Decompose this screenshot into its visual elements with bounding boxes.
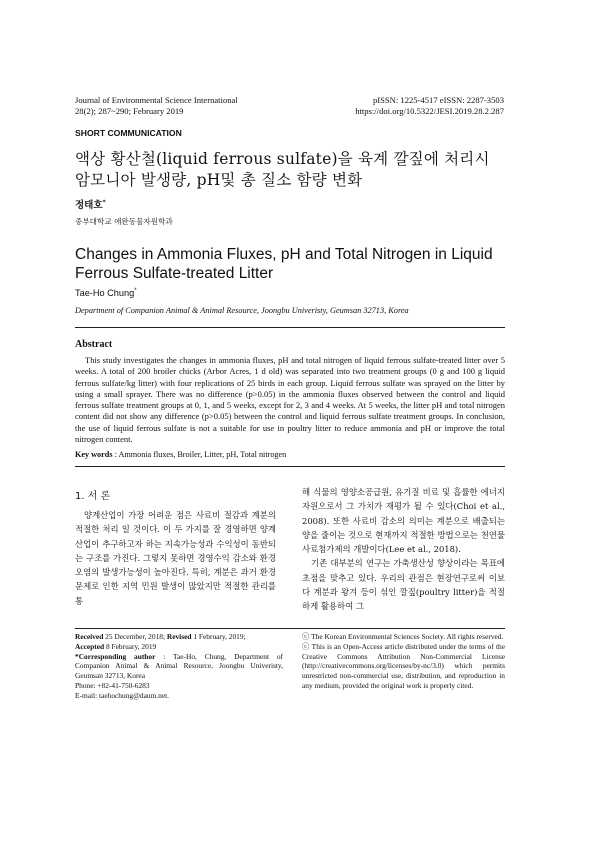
section-heading: 1. 서 론 <box>75 491 111 502</box>
footnote-right <box>302 632 505 691</box>
intro-paragraph-2: 기존 대부분의 연구는 가축생산성 향상이라는 목표에 초점을 맞추고 있다. 우리의 관점은 현장연구로써 이보다 계분과 왕겨 등이 섞인 깔짚(poultry litter)을 적절하게 활용하여 그 <box>302 558 505 612</box>
korean-author <box>75 197 106 211</box>
english-title <box>75 245 515 283</box>
copyright-notice: ⓒ The Korean Environmental Sciences Society. All rights reserved. <box>302 632 504 641</box>
journal-issue: 28(2); 287~290; February 2019 <box>75 106 184 116</box>
footnote-left <box>75 632 283 701</box>
korean-title-line2: 암모니아 발생량, pH및 총 질소 함량 변화 <box>75 171 363 189</box>
author-mark: * <box>102 198 106 206</box>
english-author-name: Tae-Ho Chung <box>75 288 135 299</box>
doi-link[interactable]: https://doi.org/10.5322/JESI.2019.28.2.287 <box>355 106 504 116</box>
divider <box>75 327 505 328</box>
journal-name: Journal of Environmental Science International <box>75 95 238 105</box>
license-notice: ⓒ This is an Open-Access article distributed under the terms of the Creative Commons Attribution Non-Commercial License (http://creativecommons.org/licenses/by-nc/3.0) which permits unrestricted non-commercial use, distribution, and reproduction in any medium, provided the original work is properly cited. <box>302 641 505 690</box>
english-affiliation: Department of Companion Animal & Animal Resource, Joongbu Univeristy, Geumsan 32713, Korea <box>75 306 409 315</box>
keywords-label: Key words <box>75 450 113 459</box>
korean-title-line1: 액상 황산철(liquid ferrous sulfate)을 육계 깔짚에 처리시 <box>75 150 490 168</box>
abstract-body <box>75 355 505 445</box>
issn: pISSN: 1225-4517 eISSN: 2287-3503 <box>372 95 504 105</box>
english-author <box>75 288 137 298</box>
abstract-text: This study investigates the changes in ammonia fluxes, pH and total nitrogen of liquid ferrous sulfate-treated litter over 5 weeks. A total of 200 broiler chicks (Arbor Acres, 1 d old) was separated into two treatment groups (0 g and 100 g liquid ferrous sulfate/kg litter) with four replications of 25 birds in each group. Liquid ferrous sulfate was sprayed on the litter by using a small sprayer. There was no difference (p>0.05) in the ammonia fluxes observed between the control and liquid ferrous sulfate treatment groups at 0, 1, and 5 weeks, except for 2, 3 and 4 weeks. At 5 weeks, the litter pH and total nitrogen content did not show any difference (p>0.05) between the control and liquid ferrous sulfate treatment groups. In conclusion, the use of liquid ferrous sulfate is not a suitable for use in poultry litter to reduce ammonia and pH or improve the total nitrogen content. <box>75 355 505 445</box>
footnote-divider <box>75 628 505 629</box>
author-mark: * <box>134 288 137 294</box>
korean-affiliation: 중부대학교 애완동물자원학과 <box>75 217 173 226</box>
dates-line: Received 25 December, 2018; Revised 1 February, 2019; <box>75 632 246 641</box>
english-title-line1: Changes in Ammonia Fluxes, pH and Total Nitrogen in Liquid <box>75 246 493 263</box>
keywords <box>75 450 286 459</box>
email-link[interactable]: E-mail: taehochung@daum.net. <box>75 690 170 700</box>
phone: Phone: +82-41-750-6283 <box>75 680 150 690</box>
keywords-text: : Ammonia fluxes, Broiler, Litter, pH, Total nitrogen <box>112 450 287 459</box>
korean-author-name: 정태호 <box>75 200 103 211</box>
issn-info <box>355 95 504 117</box>
accepted-line: Accepted 8 February, 2019 <box>75 641 157 651</box>
korean-title <box>75 149 515 191</box>
intro-paragraph-continued: 해 식물의 영양소공급원, 유기질 비료 및 흡률한 에너지 자원으로서 그 가치가 재평가 될 수 있다(Choi et al., 2008). 또한 사료비 감소의 의미는 계분으로 배출되는 양을 줄이는 것으로 현재까지 적절한 방법으로는 천연물 사료첨가제의 개발이다(Lee et al., 2018). <box>302 487 505 555</box>
section-label: SHORT COMMUNICATION <box>75 128 182 138</box>
divider <box>75 466 505 467</box>
journal-info <box>75 95 238 117</box>
intro-paragraph: 양계산업이 가장 어려운 점은 사료비 절감과 계분의 적절한 처리 일 것이다. 이 두 가지를 잘 경영하면 양계산업이 추구하고자 하는 지속가능성과 수익성이 동반되는 구조를 가진다. 그렇지 못하면 경영수익 감소와 환경오염의 발생가능성이 높아진다. 특히, 계분은 과거 환경문제로 인한 지역 민원 발생이 많았지만 적절한 관리를 통 <box>75 510 276 606</box>
body-right-column <box>302 485 505 614</box>
corresponding-author: *Corresponding author : Tae-Ho, Chung, Department of Companion Animal & Animal Resource, Joongbu Univeristy, Geumsan 32713, Korea <box>75 651 283 681</box>
english-title-line2: Ferrous Sulfate-treated Litter <box>75 265 274 282</box>
abstract-heading: Abstract <box>75 339 113 350</box>
body-left-column <box>75 508 276 608</box>
